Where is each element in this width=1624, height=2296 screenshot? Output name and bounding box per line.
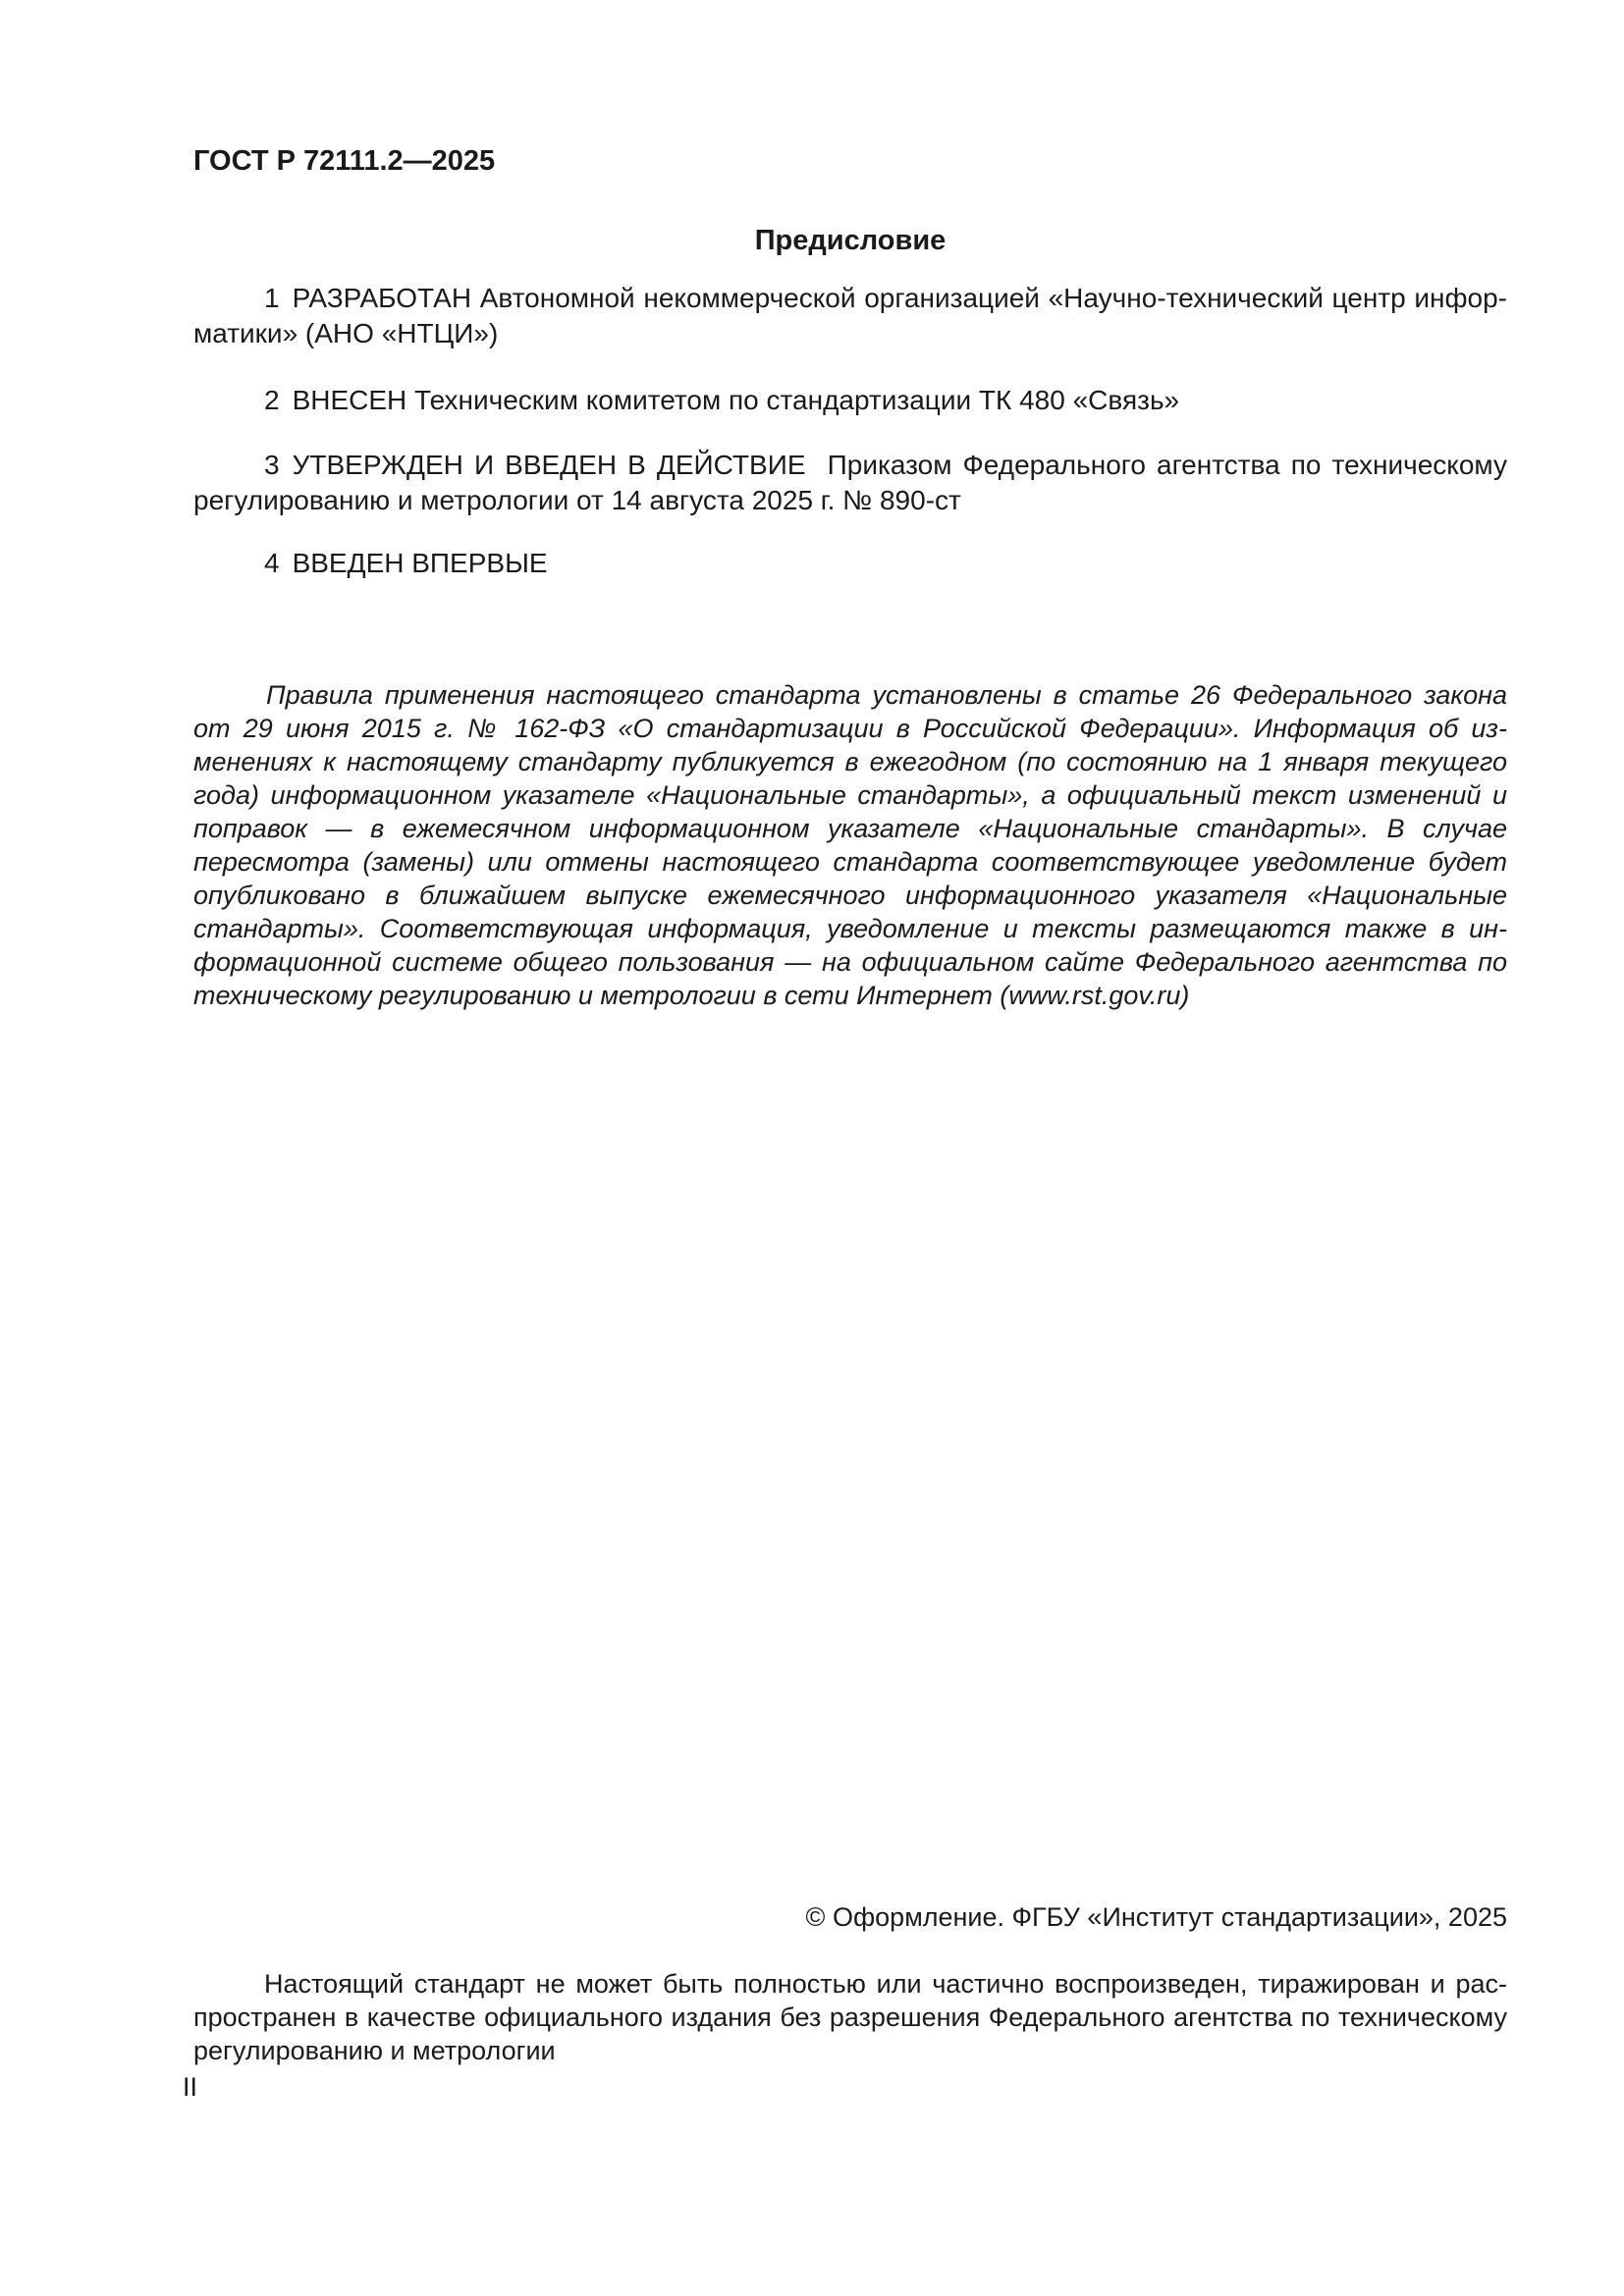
item-text: ВНЕСЕН Техническим комитетом по стандартизации ТК 480 «Связь» [292, 385, 1180, 415]
copyright-line: © Оформление. ФГБУ «Институт стандартизации», 2025 [805, 1902, 1507, 1932]
foreword-section [193, 281, 1507, 581]
page-title: Предисловие [754, 225, 947, 256]
item-text: УТВЕРЖДЕН И ВВЕДЕН В ДЕЙСТВИЕ Приказом Федерального агентства по техническому регулированию и метрологии от 14 августа 2025 г. № 890-ст [193, 450, 1507, 515]
page-number: II [183, 2072, 198, 2102]
foreword-item-first-introduced [193, 546, 1507, 581]
item-text: РАЗРАБОТАН Автономной некоммерческой организацией «Научно-технический центр информатики» (АНО «НТЦИ») [193, 283, 1507, 348]
application-rules-note: Правила применения настоящего стандарта установлены в статье 26 Федерального закона от 29 июня 2015 г. № 162-ФЗ «О стандартизации в Российской Федерации». Информация об изменениях к настоящему стандарту публикуется в ежегодном (по состоянию на 1 января текущего года) информационном указателе «Национальные стандарты», а официальный текст изменений и поправок — в ежемесячном информационном указателе «Национальные стандарты». В случае пересмотра (замены) или отмены настоящего стандарта соответствующее уведомление будет опубликовано в ближайшем выпуске ежемесячного информационного указателя «Национальные стандарты». Соответствующая информация, уведомление и тексты размещаются также в информационной системе общего пользования — на официальном сайте Федерального агентства по техническому регулированию и метрологии в сети Интернет (www.rst.gov.ru) [193, 680, 1507, 1010]
foreword-item-submitted [193, 383, 1507, 418]
standard-designation: ГОСТ Р 72111.2—2025 [193, 145, 496, 177]
reproduction-restriction-note: Настоящий стандарт не может быть полностью или частично воспроизведен, тиражирован и распространен в качестве официального издания без разрешения Федерального агентства по техническому регулированию и метрологии [193, 1969, 1507, 2065]
item-number: 3 [264, 450, 280, 480]
item-number: 4 [264, 548, 280, 578]
item-number: 2 [264, 385, 280, 415]
item-number: 1 [264, 283, 280, 313]
item-text: ВВЕДЕН ВПЕРВЫЕ [292, 548, 548, 578]
foreword-item-developed [193, 281, 1507, 351]
foreword-item-approved [193, 448, 1507, 518]
